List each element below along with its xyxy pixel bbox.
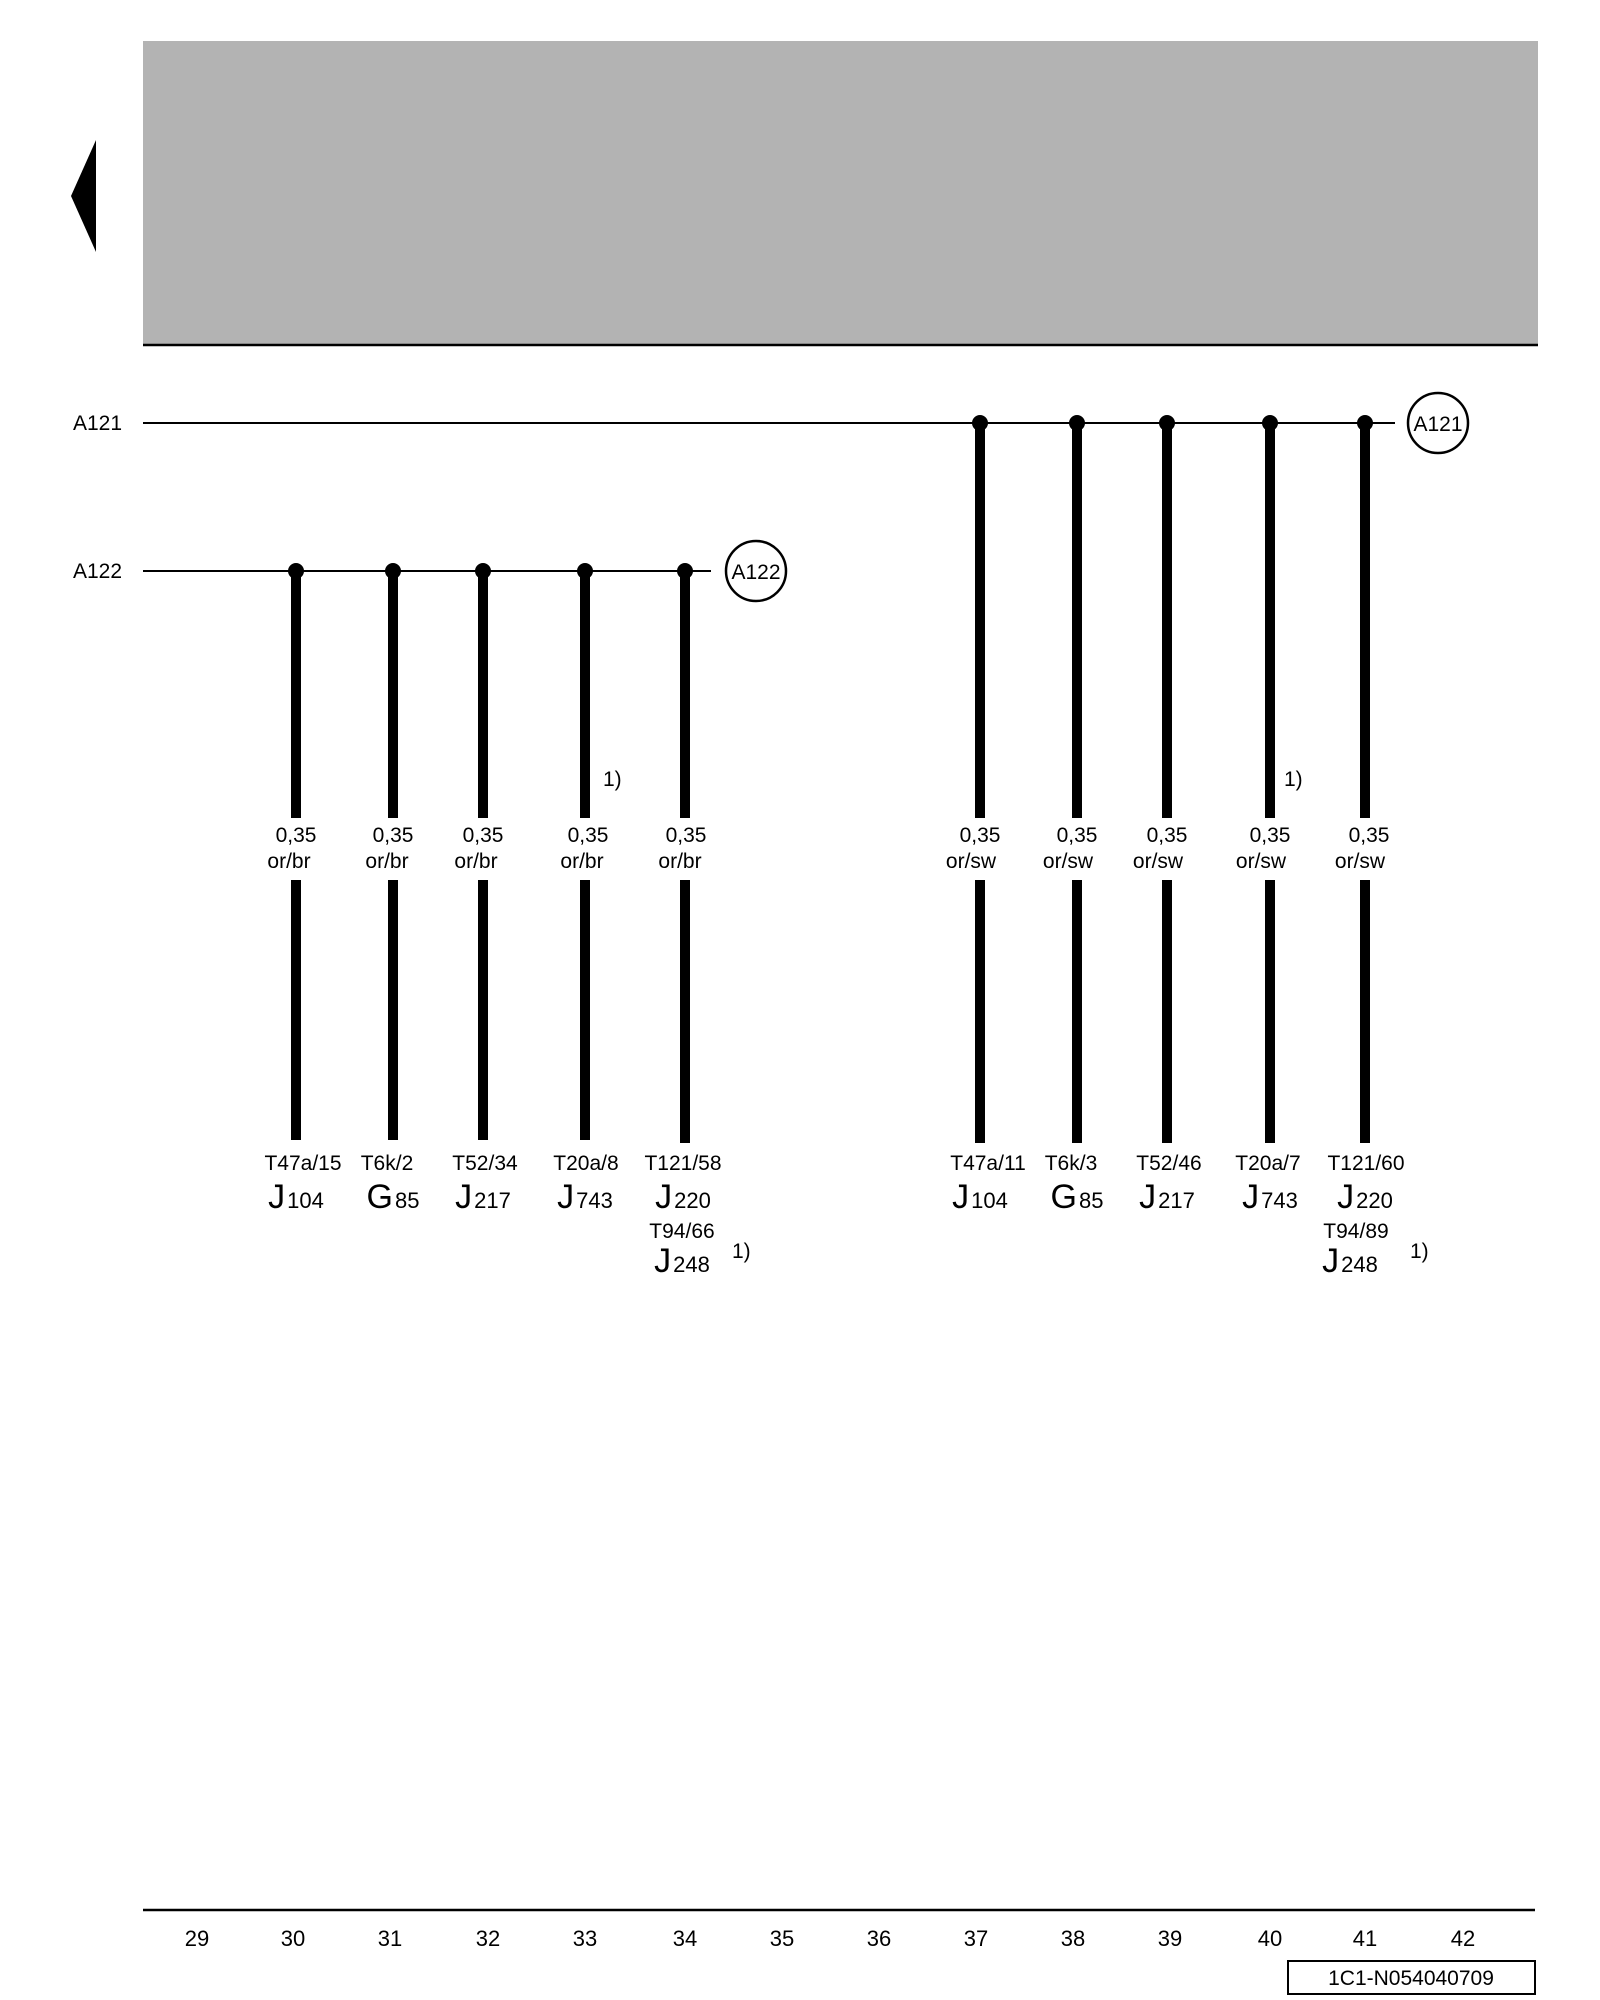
wire-a121-t20a-7[interactable] [1226,415,1314,1216]
connector-pin: T52/46 [1136,1152,1202,1175]
connector-pin: T121/58 [644,1152,722,1175]
footnote-mark: 1) [732,1240,751,1263]
wire-size: 0,35 [959,824,1001,847]
wire-color: or/sw [1334,850,1386,873]
bus-end-marker-a121[interactable] [1408,393,1468,453]
connector-pin: T20a/7 [1235,1152,1301,1175]
wire-color: or/sw [1042,850,1094,873]
bus-label-a121: A121 [73,412,123,435]
header-block [143,41,1538,345]
wire-a122-t20a-8[interactable] [541,563,629,1216]
component-id: G85 [366,1178,420,1216]
wire-size: 0,35 [1249,824,1291,847]
footnote-mark: 1) [603,768,622,791]
wire-a122-t6k-2[interactable] [349,563,437,1216]
component-id: G85 [1050,1178,1104,1216]
connector-pin: T6k/2 [360,1152,414,1175]
component-id: J743 [557,1178,613,1216]
wire-group-a121 [936,415,1429,1280]
bus-end-label-a122: A122 [731,561,781,584]
wire-color: or/sw [945,850,997,873]
track-number: 33 [572,1926,598,1951]
wire-a122-t121-58[interactable] [641,563,751,1280]
wire-size: 0,35 [275,824,317,847]
wire-color: or/br [365,850,409,873]
component-id: J104 [268,1178,324,1216]
wire-color: or/br [658,850,702,873]
track-number-row [185,1926,1475,1951]
wire-a122-t47a-15[interactable] [252,563,342,1216]
track-number: 29 [184,1926,210,1951]
footnote-mark: 1) [1284,768,1303,791]
wire-size: 0,35 [1146,824,1188,847]
track-number: 35 [769,1926,795,1951]
connector-pin: T121/60 [1327,1152,1405,1175]
bus-end-label-a121: A121 [1413,413,1463,436]
track-number: 31 [377,1926,403,1951]
document-code: 1C1-N054040709 [1328,1967,1494,1990]
track-number: 32 [475,1926,501,1951]
track-number: 42 [1450,1926,1476,1951]
connector-pin: T6k/3 [1044,1152,1098,1175]
component-id: J220 [1337,1178,1393,1216]
wire-color: or/br [454,850,498,873]
alt-component-id: J248 [1322,1242,1378,1280]
wire-color: or/br [560,850,604,873]
wire-size: 0,35 [462,824,504,847]
connector-pin: T52/34 [452,1152,518,1175]
wire-a121-t47a-11[interactable] [936,415,1026,1216]
connector-pin: T47a/11 [950,1152,1026,1175]
wire-a121-t6k-3[interactable] [1033,415,1121,1216]
wire-color: or/sw [1235,850,1287,873]
wire-a121-t121-60[interactable] [1321,415,1429,1280]
wire-size: 0,35 [1348,824,1390,847]
footnote-mark: 1) [1410,1240,1429,1263]
wire-size: 0,35 [372,824,414,847]
bus-label-a122: A122 [73,560,123,583]
document-code-box [1288,1961,1535,1994]
track-number: 30 [280,1926,306,1951]
wire-size: 0,35 [567,824,609,847]
track-number: 38 [1060,1926,1086,1951]
component-id: J104 [952,1178,1008,1216]
wire-color: or/br [267,850,311,873]
wire-group-a122 [252,563,751,1280]
component-id: J217 [455,1178,511,1216]
connector-pin: T20a/8 [553,1152,619,1175]
alt-connector-pin: T94/89 [1323,1220,1389,1243]
wire-size: 0,35 [1056,824,1098,847]
track-number: 40 [1257,1926,1283,1951]
component-id: J220 [655,1178,711,1216]
component-id: J217 [1139,1178,1195,1216]
bus-end-marker-a122[interactable] [726,541,786,601]
wire-a122-t52-34[interactable] [439,563,527,1216]
component-id: J743 [1242,1178,1298,1216]
track-number: 36 [866,1926,892,1951]
wire-color: or/sw [1132,850,1184,873]
alt-component-id: J248 [654,1242,710,1280]
track-number: 41 [1352,1926,1378,1951]
alt-connector-pin: T94/66 [649,1220,715,1243]
back-arrow-icon[interactable] [71,140,96,252]
wire-size: 0,35 [665,824,707,847]
connector-pin: T47a/15 [264,1152,342,1175]
wire-a121-t52-46[interactable] [1123,415,1211,1216]
track-number: 39 [1157,1926,1183,1951]
track-number: 37 [963,1926,989,1951]
track-number: 34 [672,1926,698,1951]
